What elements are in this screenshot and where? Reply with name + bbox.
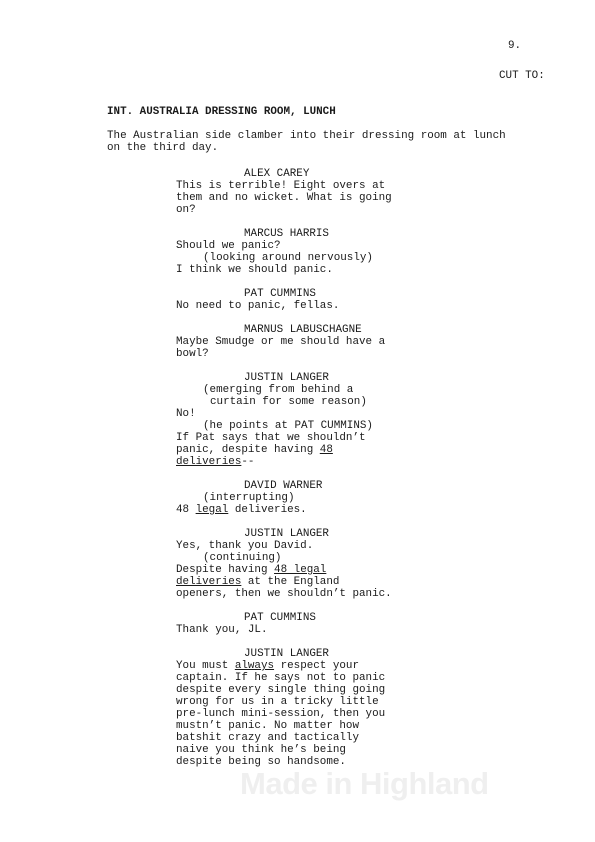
dialogue-line (176, 192, 392, 204)
line-text: openers, then we shouldn’t panic. (176, 588, 392, 600)
underlined-text: always (234, 660, 275, 672)
line-text: pre-lunch mini-session, then you (176, 708, 386, 720)
line-text: (he points at PAT CUMMINS) (203, 420, 373, 432)
underlined-text: 48 legal (274, 564, 327, 576)
underlined-text: legal (195, 504, 229, 516)
line-text: at the England (241, 576, 340, 588)
dialogue-line (176, 672, 385, 684)
line-text: panic, despite having (176, 444, 320, 456)
line-text: bowl? (176, 348, 209, 360)
underlined-text: deliveries (176, 456, 242, 468)
line-text: Yes, thank you David. (176, 540, 314, 552)
dialogue-line (176, 336, 385, 348)
dialogue-line (176, 432, 366, 444)
dialogue-line (176, 408, 196, 420)
line-text: -- (241, 456, 255, 468)
line-text: Should we panic? (176, 240, 281, 252)
line-text: batshit crazy and tactically (176, 732, 359, 744)
dialogue-line (176, 684, 385, 696)
character-name: MARNUS LABUSCHAGNE (244, 324, 362, 336)
line-text: captain. If he says not to panic (176, 672, 386, 684)
line-text: (interrupting) (203, 492, 295, 504)
dialogue-line (176, 576, 339, 588)
parenthetical-line (203, 492, 295, 504)
line-text: them and no wicket. What is going (176, 192, 392, 204)
parenthetical-line (203, 552, 281, 564)
line-text: despite being so handsome. (176, 756, 346, 768)
dialogue-line (176, 300, 339, 312)
character-name: PAT CUMMINS (244, 288, 316, 300)
dialogue-line (176, 240, 281, 252)
line-text: Maybe Smudge or me should have a (176, 336, 386, 348)
character-name: JUSTIN LANGER (244, 648, 329, 660)
line-text: curtain for some reason) (210, 396, 367, 408)
character-name: JUSTIN LANGER (244, 372, 329, 384)
line-text: Despite having (176, 564, 275, 576)
dialogue-line (176, 720, 359, 732)
dialogue-line (176, 180, 385, 192)
page-number: 9. (508, 40, 522, 52)
scene-heading: INT. AUSTRALIA DRESSING ROOM, LUNCH (107, 106, 336, 118)
parenthetical-line (203, 420, 373, 432)
watermark: Made in Highland (240, 766, 489, 801)
character-name: MARCUS HARRIS (244, 228, 329, 240)
line-text: respect your (274, 660, 360, 672)
line-text: You must (176, 660, 235, 672)
parenthetical-line (203, 252, 373, 264)
dialogue-line (176, 564, 326, 576)
dialogue-line (176, 264, 333, 276)
line-text: mustn’t panic. No matter how (176, 720, 359, 732)
character-name: ALEX CAREY (244, 168, 310, 180)
dialogue-line (176, 504, 307, 516)
dialogue-line (176, 444, 333, 456)
line-text: naive you think he’s being (176, 744, 346, 756)
dialogue-line (176, 624, 268, 636)
line-text: If Pat says that we shouldn’t (176, 432, 366, 444)
dialogue-line (176, 744, 346, 756)
line-text: (looking around nervously) (203, 252, 373, 264)
parenthetical-line (210, 396, 367, 408)
dialogue-line (176, 732, 359, 744)
action-line: The Australian side clamber into their dressing room at lunch (107, 130, 506, 142)
line-text: I think we should panic. (176, 264, 333, 276)
line-text: wrong for us in a tricky little (176, 696, 379, 708)
action-line: on the third day. (107, 142, 219, 154)
line-text: This is terrible! Eight overs at (176, 180, 386, 192)
underlined-text: deliveries (176, 576, 242, 588)
line-text: 48 (176, 504, 196, 516)
line-text: deliveries. (228, 504, 307, 516)
parenthetical-line (203, 384, 353, 396)
line-text: Thank you, JL. (176, 624, 268, 636)
line-text: (emerging from behind a (203, 384, 354, 396)
transition-cut-to: CUT TO: (499, 70, 545, 82)
dialogue-line (176, 540, 313, 552)
dialogue-line (176, 708, 385, 720)
dialogue-line (176, 204, 196, 216)
dialogue-line (176, 696, 379, 708)
line-text: No need to panic, fellas. (176, 300, 340, 312)
line-text: (continuing) (203, 552, 282, 564)
line-text: despite every single thing going (176, 684, 386, 696)
dialogue-line (176, 588, 392, 600)
line-text: No! (176, 408, 196, 420)
underlined-text: 48 (319, 444, 333, 456)
dialogue-line (176, 660, 359, 672)
character-name: JUSTIN LANGER (244, 528, 329, 540)
line-text: on? (176, 204, 196, 216)
character-name: PAT CUMMINS (244, 612, 316, 624)
character-name: DAVID WARNER (244, 480, 323, 492)
dialogue-line (176, 456, 254, 468)
dialogue-line (176, 348, 209, 360)
